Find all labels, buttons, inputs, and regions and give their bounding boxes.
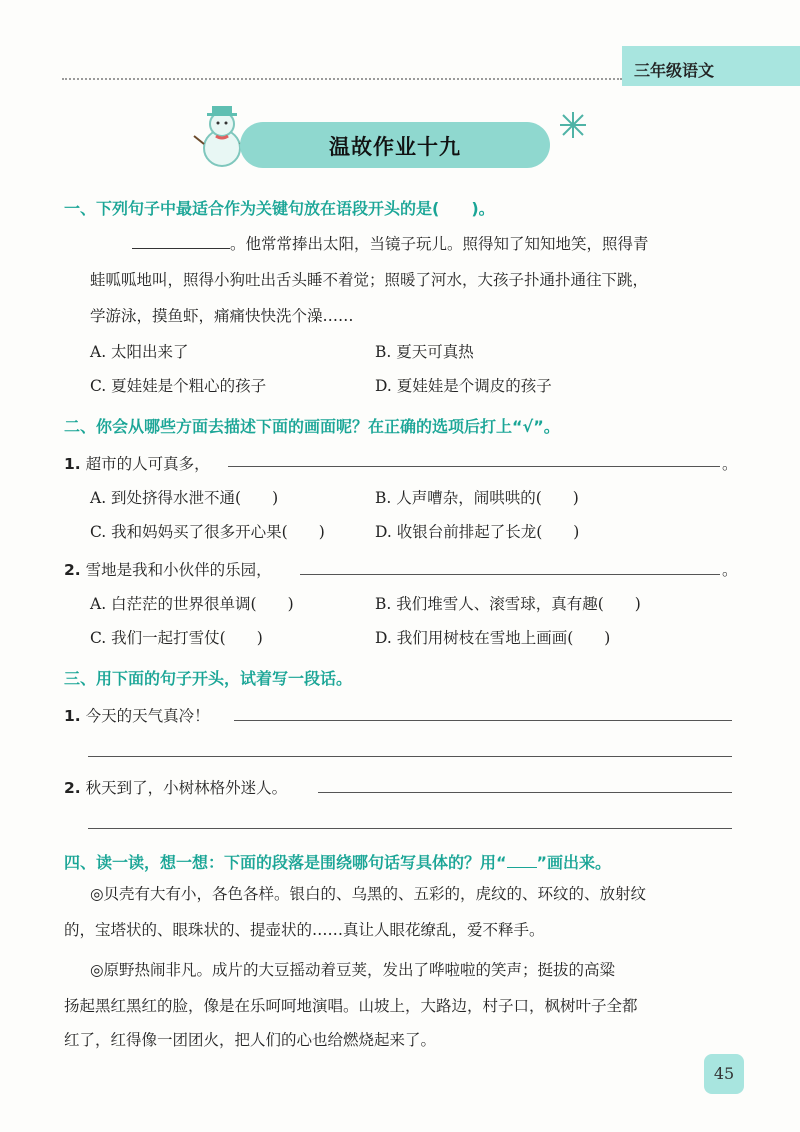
- answer-blank[interactable]: [132, 248, 230, 249]
- section1-line1: 。他常常捧出太阳，当镜子玩儿。照得知了知知地笑，照得青: [132, 226, 649, 262]
- section3-heading: 三、用下面的句子开头，试着写一段话。: [64, 669, 353, 688]
- section2-q2-end: 。: [722, 561, 738, 579]
- answer-line[interactable]: [300, 574, 720, 575]
- section4-heading: 四、读一读，想一想：下面的段落是围绕哪句话写具体的？用“ ”画出来。: [64, 853, 612, 872]
- section4-p2-line3: 红了，红得像一团团火，把人们的心也给燃烧起来了。: [64, 1031, 437, 1049]
- writing-line[interactable]: [234, 720, 732, 721]
- section1-line2: 蛙呱呱地叫，照得小狗吐出舌头睡不着觉；照暖了河水，大孩子扑通扑通往下跳，: [90, 271, 649, 289]
- section2-heading: 二、你会从哪些方面去描述下面的画面呢？在正确的选项后打上“√”。: [64, 417, 560, 436]
- page-title: 温故作业十九: [329, 135, 461, 159]
- writing-line[interactable]: [88, 828, 732, 829]
- section1-option-b[interactable]: B. 夏天可真热: [375, 343, 474, 361]
- subject-label: 三年级语文: [634, 61, 715, 80]
- answer-line[interactable]: [228, 466, 720, 467]
- section3-q2: 2. 秋天到了，小树林格外迷人。: [64, 779, 288, 797]
- section2-q1-option-a[interactable]: A. 到处挤得水泄不通( ): [90, 489, 279, 507]
- writing-line[interactable]: [88, 756, 732, 757]
- section2-q2: 2. 雪地是我和小伙伴的乐园，: [64, 561, 272, 579]
- section2-q2-option-b[interactable]: B. 我们堆雪人、滚雪球，真有趣( ): [375, 595, 641, 613]
- section4-p2-line2: 扬起黑红黑红的脸，像是在乐呵呵地演唱。山坡上，大路边，村子口，枫树叶子全都: [64, 997, 638, 1015]
- section1-line3: 学游泳，摸鱼虾，痛痛快快洗个澡……: [90, 307, 354, 325]
- snowflake-icon: [558, 110, 588, 140]
- writing-line[interactable]: [318, 792, 732, 793]
- section3-q1: 1. 今天的天气真冷！: [64, 707, 210, 725]
- section1-option-a[interactable]: A. 太阳出来了: [90, 343, 189, 361]
- section1-option-c[interactable]: C. 夏娃娃是个粗心的孩子: [90, 377, 267, 395]
- page-number: 45: [713, 1064, 735, 1083]
- section2-q2-option-d[interactable]: D. 我们用树枝在雪地上画画( ): [375, 629, 611, 647]
- section4-p1-line2: 的，宝塔状的、眼珠状的、提壶状的……真让人眼花缭乱，爱不释手。: [64, 921, 545, 939]
- section4-p1-line1: ◎贝壳有大有小，各色各样。银白的、乌黑的、五彩的，虎纹的、环纹的、放射纹: [90, 885, 647, 903]
- section1-heading: 一、下列句子中最适合作为关键句放在语段开头的是( )。: [64, 199, 495, 218]
- section2-q1-option-c[interactable]: C. 我和妈妈买了很多开心果( ): [90, 523, 325, 541]
- section2-q1-option-d[interactable]: D. 收银台前排起了长龙( ): [375, 523, 580, 541]
- section1-option-d[interactable]: D. 夏娃娃是个调皮的孩子: [375, 377, 552, 395]
- section4-p2-line1: ◎原野热闹非凡。成片的大豆摇动着豆荚，发出了哗啦啦的笑声；挺拔的高粱: [90, 961, 616, 979]
- underline-sample: [507, 867, 537, 868]
- section2-q2-option-c[interactable]: C. 我们一起打雪仗( ): [90, 629, 263, 647]
- section2-q1-option-b[interactable]: B. 人声嘈杂，闹哄哄的( ): [375, 489, 579, 507]
- section2-q1: 1. 超市的人可真多，: [64, 455, 210, 473]
- section2-q2-option-a[interactable]: A. 白茫茫的世界很单调( ): [90, 595, 294, 613]
- section2-q1-end: 。: [722, 455, 738, 473]
- header-divider: [62, 78, 622, 80]
